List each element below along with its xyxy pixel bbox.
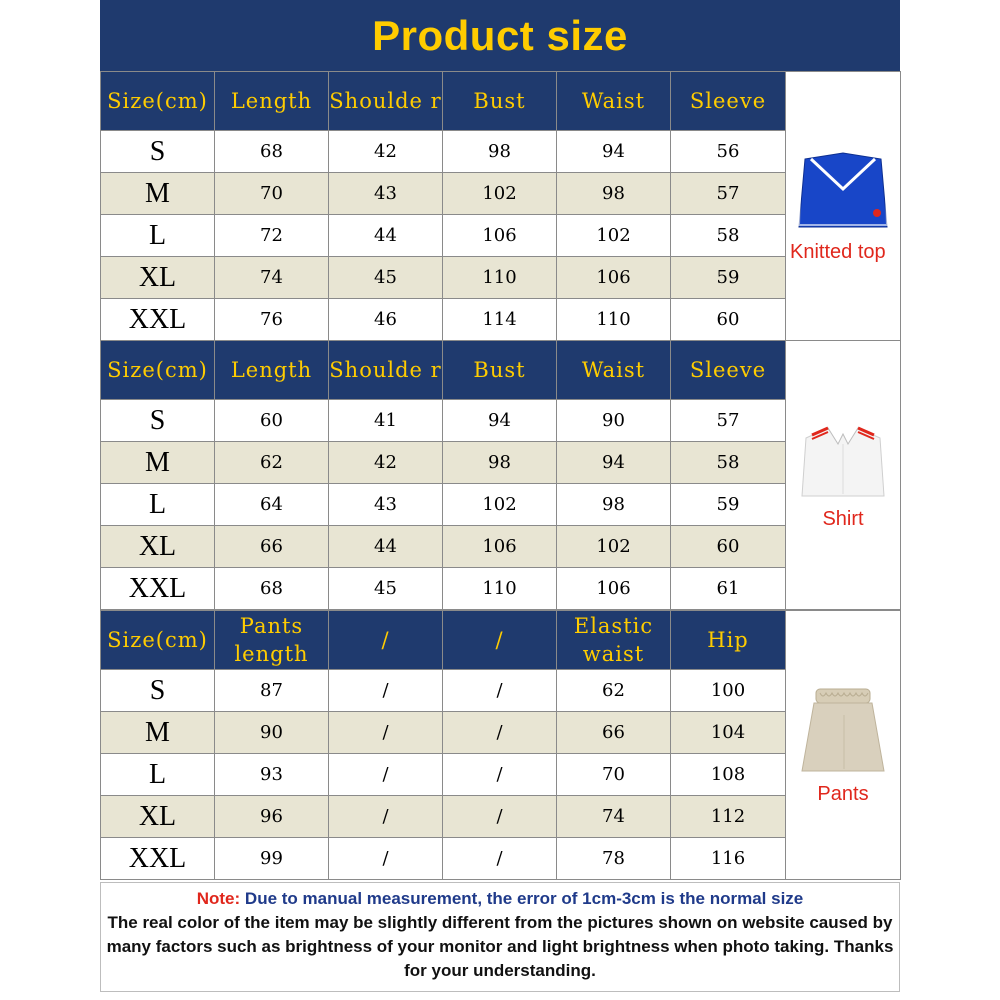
header-sleeve: Sleeve [671,341,786,400]
value-cell: 102 [443,484,557,526]
size-cell: XL [101,796,215,838]
header-size: Size(cm) [101,341,215,400]
value-cell: 93 [215,754,329,796]
value-cell: 110 [557,299,671,341]
value-cell: 98 [443,442,557,484]
value-cell: 106 [557,568,671,610]
value-cell: 106 [443,526,557,568]
value-cell: 62 [215,442,329,484]
table-row [101,484,901,526]
note-line2: The real color of the item may be slightly different from the pictures shown on website caused by many factors such as brightness of your monitor and light brightness when photo taking. Thanks for your understanding. [106,913,894,980]
product-label-shirt: Shirt [822,507,864,530]
value-cell: 102 [557,215,671,257]
value-cell: 87 [215,670,329,712]
value-cell: 100 [671,670,786,712]
value-cell: 98 [557,484,671,526]
value-cell: 114 [443,299,557,341]
table-row [101,670,901,712]
pants-image [798,685,888,775]
value-cell: 102 [443,173,557,215]
size-cell: S [101,400,215,442]
value-cell: 74 [215,257,329,299]
value-cell: 45 [329,257,443,299]
value-cell: 60 [215,400,329,442]
header-length: Length [215,72,329,131]
table-row [101,131,901,173]
value-cell: / [329,670,443,712]
product-label-knitted-top: Knitted top [790,240,886,263]
value-cell: 58 [671,215,786,257]
value-cell: 72 [215,215,329,257]
title-bar [100,0,900,72]
product-image-cell [786,341,901,610]
header-shoulder: Shoulde r [329,341,443,400]
size-table-pants [100,610,901,880]
value-cell: / [329,796,443,838]
table-row [101,257,901,299]
value-cell: 45 [329,568,443,610]
value-cell: 110 [443,257,557,299]
value-cell: 94 [557,442,671,484]
value-cell: 110 [443,568,557,610]
value-cell: / [443,670,557,712]
table-row [101,526,901,568]
value-cell: 60 [671,299,786,341]
value-cell: / [329,712,443,754]
header-bust: Bust [443,341,557,400]
header-waist: Waist [557,341,671,400]
value-cell: 66 [557,712,671,754]
size-cell: XL [101,257,215,299]
header-pants-length: Pants length [215,611,329,670]
size-cell: XXL [101,299,215,341]
value-cell: 59 [671,257,786,299]
value-cell: 44 [329,526,443,568]
size-cell: M [101,442,215,484]
value-cell: 56 [671,131,786,173]
value-cell: 96 [215,796,329,838]
value-cell: 94 [557,131,671,173]
measurement-note [100,882,900,992]
header-size: Size(cm) [101,611,215,670]
header-blank-2: / [443,611,557,670]
value-cell: 94 [443,400,557,442]
value-cell: 61 [671,568,786,610]
knitted-top-image [795,149,891,233]
value-cell: 41 [329,400,443,442]
header-elastic-waist: Elastic waist [557,611,671,670]
table-row [101,442,901,484]
size-cell: XXL [101,838,215,880]
size-cell: M [101,173,215,215]
size-cell: L [101,484,215,526]
value-cell: 68 [215,568,329,610]
value-cell: 112 [671,796,786,838]
value-cell: 60 [671,526,786,568]
value-cell: 102 [557,526,671,568]
value-cell: 46 [329,299,443,341]
size-cell: S [101,131,215,173]
size-cell: M [101,712,215,754]
value-cell: 90 [215,712,329,754]
value-cell: 104 [671,712,786,754]
value-cell: / [329,754,443,796]
shirt-image [798,420,888,500]
size-cell: S [101,670,215,712]
value-cell: 90 [557,400,671,442]
size-cell: XXL [101,568,215,610]
header-length: Length [215,341,329,400]
value-cell: / [443,838,557,880]
header-waist: Waist [557,72,671,131]
header-bust: Bust [443,72,557,131]
value-cell: 78 [557,838,671,880]
value-cell: / [443,796,557,838]
table-row [101,568,901,610]
value-cell: 98 [557,173,671,215]
table-row [101,796,901,838]
table-row [101,215,901,257]
header-sleeve: Sleeve [671,72,786,131]
table-row [101,400,901,442]
value-cell: 68 [215,131,329,173]
product-label-pants: Pants [817,782,869,805]
header-blank-1: / [329,611,443,670]
product-image-cell [786,72,901,341]
value-cell: 58 [671,442,786,484]
value-cell: / [443,712,557,754]
note-lead: Note: [196,889,241,908]
note-line1: Due to manual measurement, the error of 1cm-3cm is the normal size [244,889,804,908]
value-cell: 106 [443,215,557,257]
page-title: Product size [372,12,628,59]
value-cell: 66 [215,526,329,568]
table-row [101,712,901,754]
header-hip: Hip [671,611,786,670]
size-table-shirt [100,340,901,610]
value-cell: 43 [329,484,443,526]
value-cell: 57 [671,173,786,215]
value-cell: 108 [671,754,786,796]
value-cell: 62 [557,670,671,712]
value-cell: 70 [215,173,329,215]
size-cell: XL [101,526,215,568]
product-image-cell [786,611,901,880]
value-cell: / [443,754,557,796]
table-row [101,754,901,796]
value-cell: 44 [329,215,443,257]
value-cell: 98 [443,131,557,173]
value-cell: 74 [557,796,671,838]
table-row [101,299,901,341]
value-cell: 42 [329,131,443,173]
value-cell: 57 [671,400,786,442]
table-row [101,838,901,880]
value-cell: 99 [215,838,329,880]
value-cell: 43 [329,173,443,215]
value-cell: 106 [557,257,671,299]
size-cell: L [101,754,215,796]
value-cell: / [329,838,443,880]
table-row [101,173,901,215]
value-cell: 59 [671,484,786,526]
size-cell: L [101,215,215,257]
value-cell: 42 [329,442,443,484]
value-cell: 70 [557,754,671,796]
header-size: Size(cm) [101,72,215,131]
size-table-knitted-top [100,71,901,341]
value-cell: 116 [671,838,786,880]
header-shoulder: Shoulde r [329,72,443,131]
value-cell: 76 [215,299,329,341]
value-cell: 64 [215,484,329,526]
